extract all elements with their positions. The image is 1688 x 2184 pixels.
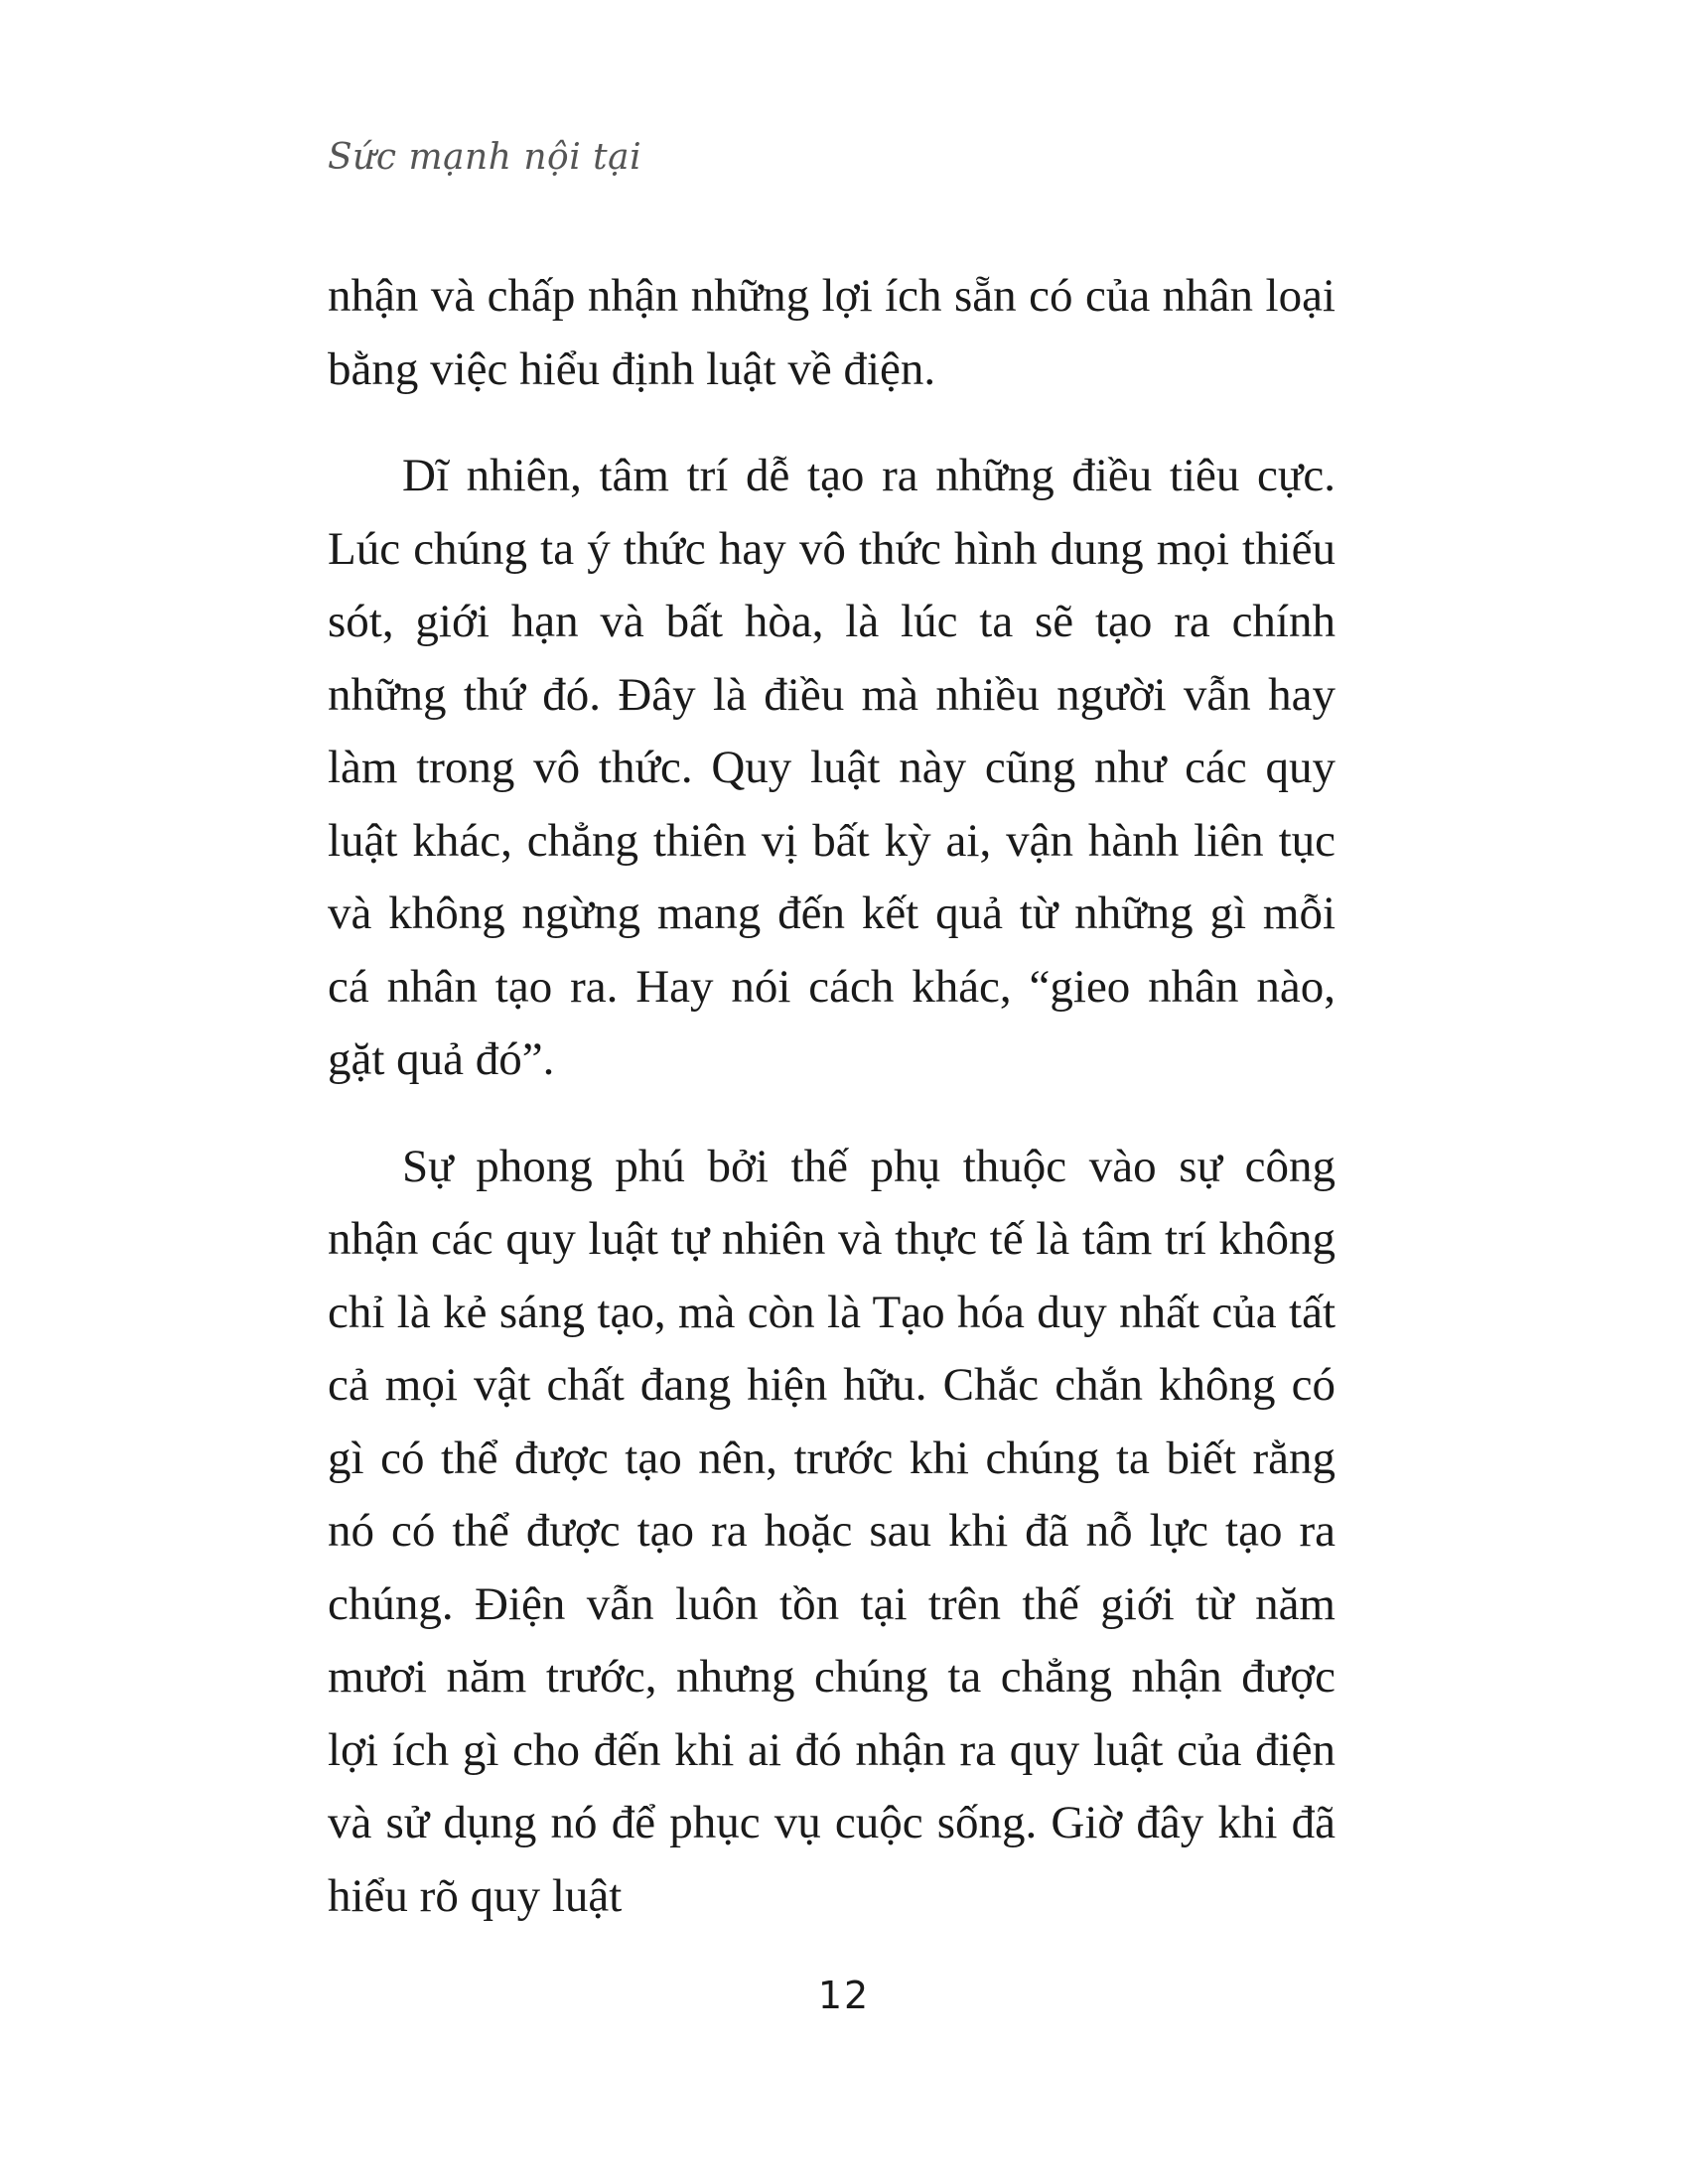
paragraph-continued: nhận và chấp nhận những lợi ích sẵn có của nhân loại bằng việc hiểu định luật về điện. — [328, 270, 1336, 395]
paragraph: Sự phong phú bởi thế phụ thuộc vào sự công nhận các quy luật tự nhiên và thực tế là tâm trí không chỉ là kẻ sáng tạo, mà còn là Tạo hóa duy nhất của tất cả mọi vật chất đang hiện hữu. Chắc chắn không có gì có thể được tạo nên, trước khi chúng ta biết rằng nó có thể được tạo ra hoặc sau khi đã nỗ lực tạo ra chúng. Điện vẫn luôn tồn tại trên thế giới từ năm mươi năm trước, nhưng chúng ta chẳng nhận được lợi ích gì cho đến khi ai đó nhận ra quy luật của điện và sử dụng nó để phục vụ cuộc sống. Giờ đây khi đã hiểu rõ quy luật — [328, 1140, 1336, 1922]
page-number: 12 — [817, 1974, 871, 2017]
running-header: Sức mạnh nội tại — [328, 137, 642, 178]
body-text — [328, 260, 1336, 1967]
paragraph: Dĩ nhiên, tâm trí dễ tạo ra những điều tiêu cực. Lúc chúng ta ý thức hay vô thức hình dung mọi thiếu sót, giới hạn và bất hòa, là lúc ta sẽ tạo ra chính những thứ đó. Đây là điều mà nhiều người vẫn hay làm trong vô thức. Quy luật này cũng như các quy luật khác, chẳng thiên vị bất kỳ ai, vận hành liên tục và không ngừng mang đến kết quả từ những gì mỗi cá nhân tạo ra. Hay nói cách khác, “gieo nhân nào, gặt quả đó”. — [328, 450, 1336, 1085]
